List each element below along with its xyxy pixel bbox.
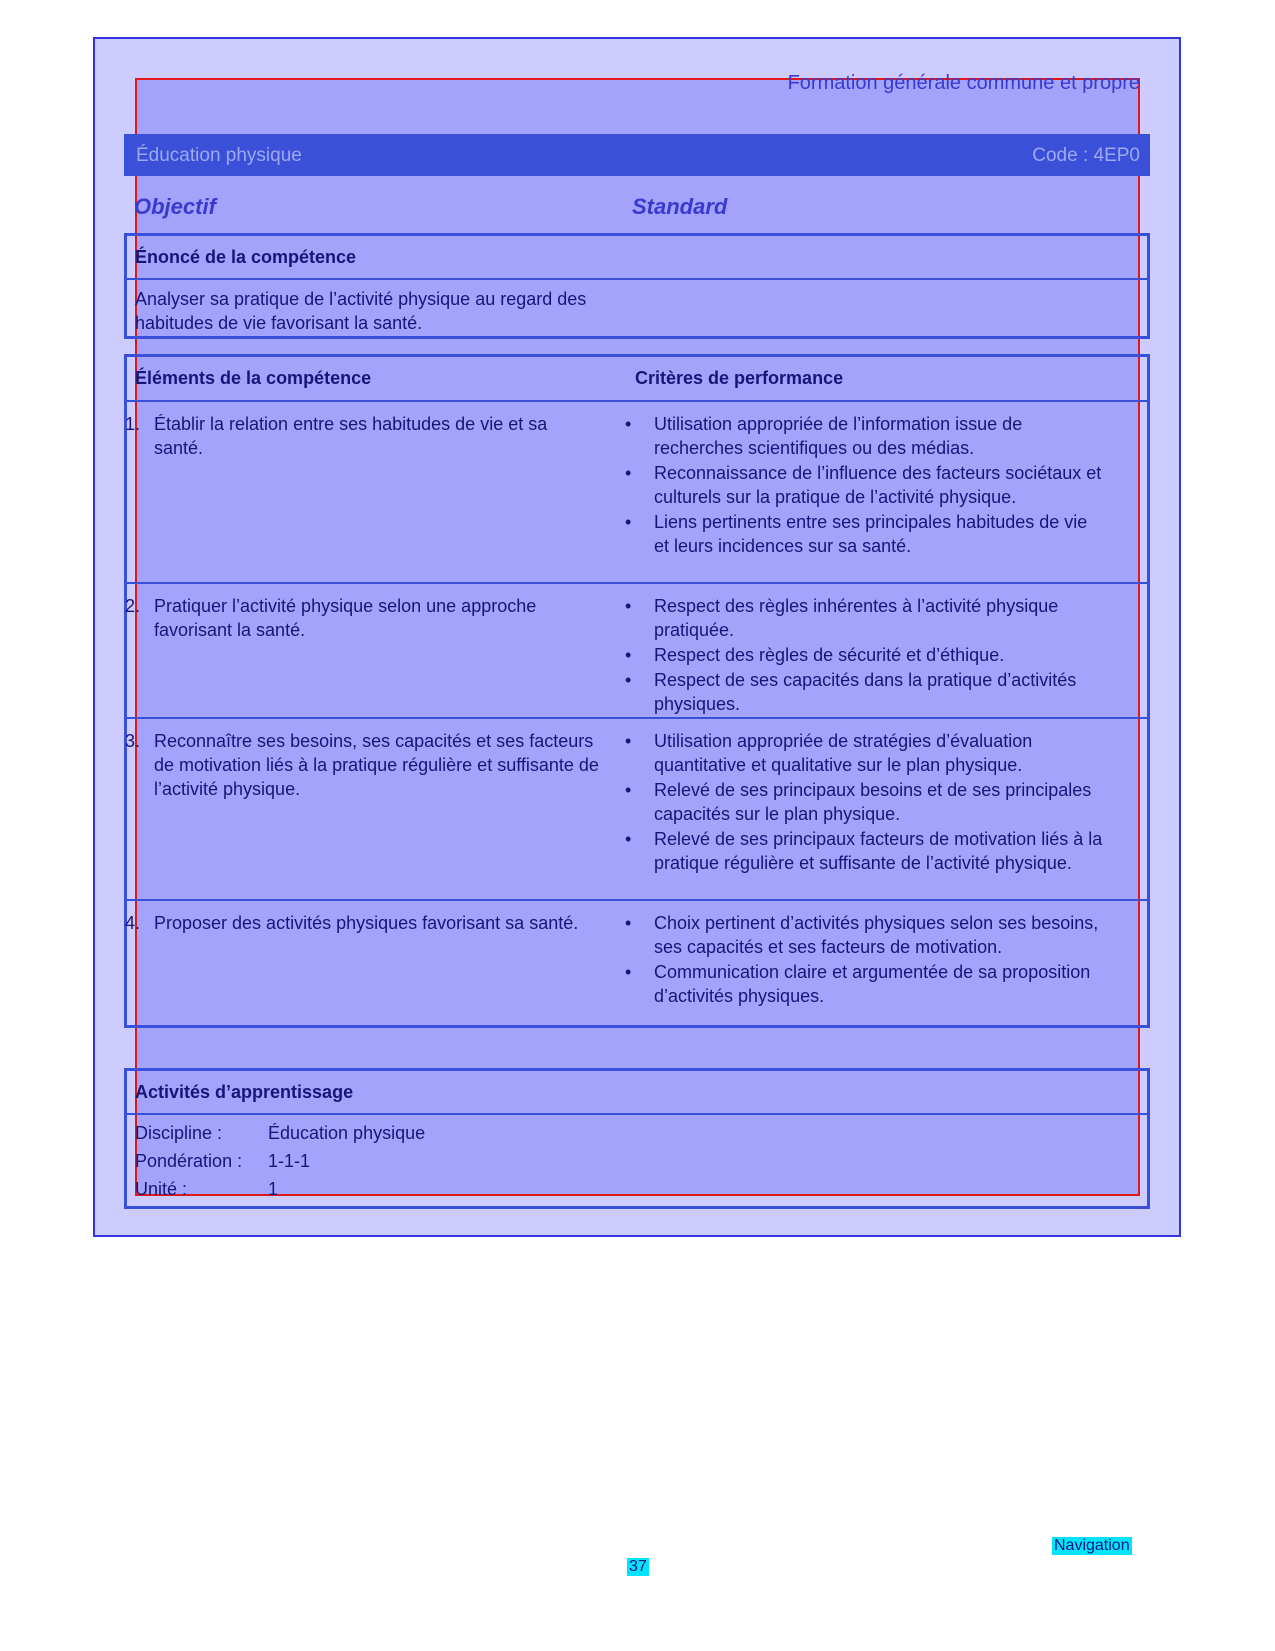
criteria-list: [625, 911, 1105, 1009]
element-text: Pratiquer l’activité physique selon une approche favorisant la santé.: [154, 596, 537, 640]
element-cell: [125, 729, 600, 801]
unite-label: Unité :: [135, 1179, 188, 1199]
criteria-list: [625, 594, 1105, 717]
course-title: Éducation physique: [136, 145, 302, 166]
criterion: • Respect des règles inhérentes à l’activité physique pratiquée.: [625, 594, 1105, 642]
discipline-value: Éducation physique: [268, 1123, 426, 1143]
col-elements-header: Éléments de la compétence: [135, 368, 372, 388]
criterion: • Respect de ses capacités dans la pratique d’activités physiques.: [625, 668, 1105, 716]
objective-heading: Objectif: [134, 194, 216, 219]
criteria-list: [625, 412, 1105, 559]
element-cell: [125, 412, 600, 460]
competence-header: [127, 236, 1147, 280]
criterion: • Relevé de ses principaux facteurs de motivation liés à la pratique régulière et suffisante de l’activité physique.: [625, 827, 1105, 875]
criterion: • Utilisation appropriée de stratégies d’évaluation quantitative et qualitative sur le plan physique.: [625, 729, 1105, 777]
learning-header: [127, 1071, 1147, 1115]
ponderation-label: Pondération :: [135, 1151, 243, 1171]
program-header: Formation générale commune et propre: [787, 72, 1140, 94]
element-text: Reconnaître ses besoins, ses capacités et ses facteurs de motivation liés à la pratique régulière et suffisante de l’activité physique.: [154, 731, 599, 799]
elements-table: [124, 354, 1150, 1028]
unite-value: 1: [268, 1179, 279, 1199]
criterion: • Choix pertinent d’activités physiques selon ses besoins, ses capacités et ses facteurs de motivation.: [625, 911, 1105, 959]
learning-title: Activités d’apprentissage: [135, 1082, 354, 1102]
col-criteria-header: Critères de performance: [635, 368, 844, 388]
criterion: • Communication claire et argumentée de sa proposition d’activités physiques.: [625, 960, 1105, 1008]
discipline-label: Discipline :: [135, 1123, 223, 1143]
table-row: [127, 584, 1147, 719]
table-row: [127, 719, 1147, 901]
competence-text: Analyser sa pratique de l’activité physique au regard des habitudes de vie favorisant la santé.: [135, 289, 587, 333]
criteria-list: [625, 729, 1105, 876]
page-number: 37: [629, 1558, 647, 1575]
elements-table-header: [127, 357, 1147, 402]
element-number: 3.: [125, 731, 141, 751]
discipline-row: [135, 1123, 425, 1144]
element-text: Établir la relation entre ses habitudes de vie et sa santé.: [154, 414, 548, 458]
learning-box: [124, 1068, 1150, 1209]
criterion: • Reconnaissance de l’influence des facteurs sociétaux et culturels sur la pratique de l’activité physique.: [625, 461, 1105, 509]
unite-row: [135, 1179, 278, 1200]
navigation-link[interactable]: Navigation: [1054, 1537, 1130, 1554]
course-code: [1032, 145, 1140, 167]
criterion: • Respect des règles de sécurité et d’éthique.: [625, 643, 1105, 667]
competence-title: Énoncé de la compétence: [135, 247, 357, 267]
element-number: 2.: [125, 596, 141, 616]
code-label: Code :: [1032, 145, 1089, 166]
standard-heading: Standard: [632, 194, 728, 219]
element-number: 1.: [125, 414, 141, 434]
criterion: • Utilisation appropriée de l’information issue de recherches scientifiques ou des médias.: [625, 412, 1105, 460]
competence-box: [124, 233, 1150, 339]
element-number: 4.: [125, 913, 141, 933]
criterion: • Relevé de ses principaux besoins et de ses principales capacités sur le plan physique.: [625, 778, 1105, 826]
ponderation-row: [135, 1151, 310, 1172]
table-row: [127, 901, 1147, 1031]
criterion: • Liens pertinents entre ses principales habitudes de vie et leurs incidences sur sa santé.: [625, 510, 1105, 558]
ponderation-value: 1-1-1: [268, 1151, 311, 1171]
code-value: 4EP0: [1093, 145, 1140, 166]
table-row: [127, 402, 1147, 584]
element-text: Proposer des activités physiques favorisant sa santé.: [154, 913, 579, 933]
element-cell: [125, 594, 600, 642]
element-cell: [125, 911, 600, 935]
